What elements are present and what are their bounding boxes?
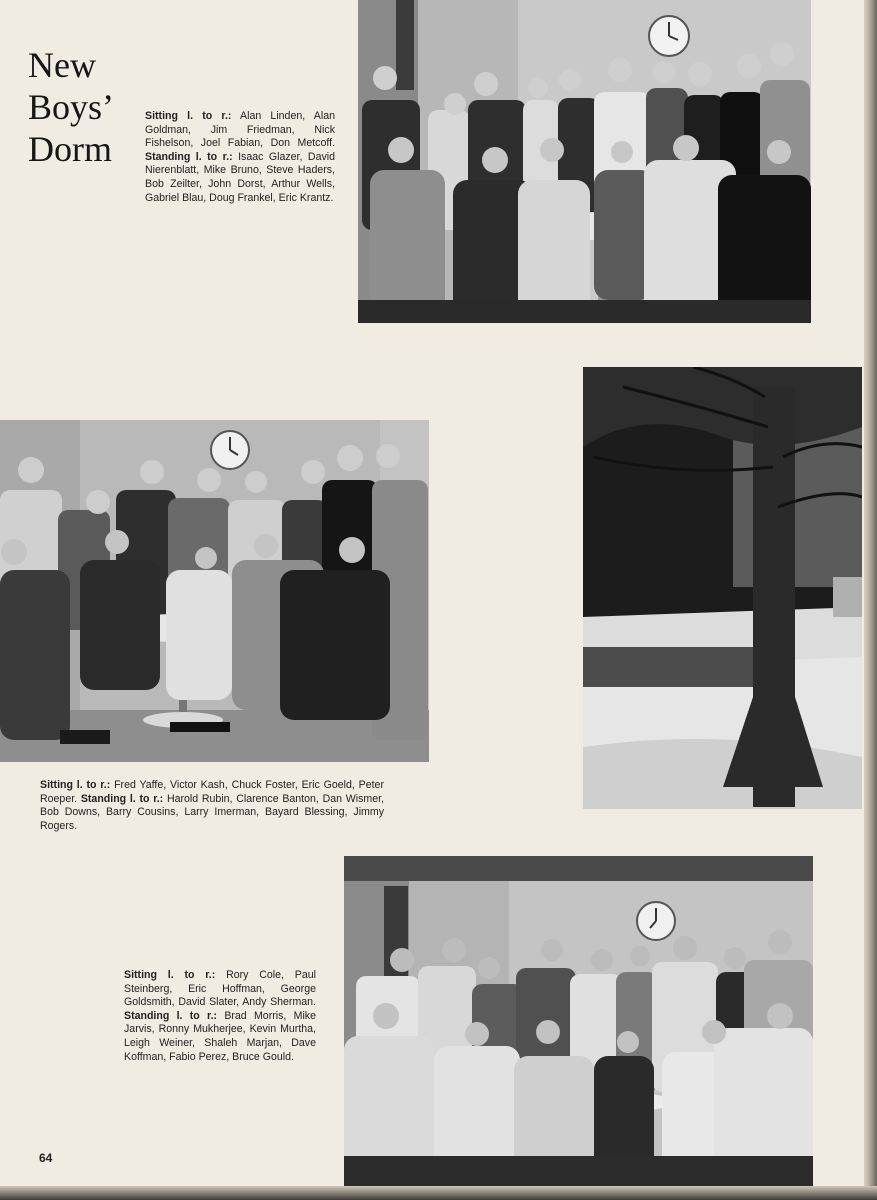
standing-names: Brad Morris, Mike Jarvis, Ronny Mukherjee, Kevin Murtha, Leigh Weiner, Shaleh Marjan, Dave Koffman, Fabio Perez, Bruce Gould. bbox=[124, 1009, 316, 1063]
page-bottom-edge bbox=[0, 1186, 877, 1200]
group-photo-3 bbox=[344, 856, 813, 1186]
sitting-label: Sitting l. to r.: bbox=[40, 779, 111, 791]
sitting-names: Alan Linden, Alan Goldman, Jim Friedman, Nick Fishelson, Joel Fabian, Don Metcoff. bbox=[145, 110, 335, 150]
sitting-label: Sitting l. to r.: bbox=[124, 969, 216, 981]
caption-photo-2 bbox=[40, 779, 384, 833]
standing-label: Standing l. to r.: bbox=[80, 792, 164, 805]
page-title bbox=[28, 44, 148, 170]
standing-label: Standing l. to r.: bbox=[145, 150, 233, 163]
page-number: 64 bbox=[39, 1151, 53, 1165]
standing-names: Isaac Glazer, David Nierenblatt, Mike Bruno, Steve Haders, Bob Zeilter, John Dorst, Arthur Wells, Gabriel Blau, Doug Frankel, Eric Krantz. bbox=[145, 150, 335, 204]
page-binding-edge bbox=[864, 0, 877, 1200]
caption-photo-1 bbox=[145, 110, 335, 205]
title-line: New bbox=[28, 45, 96, 85]
standing-names: Harold Rubin, Clarence Banton, Dan Wismer, Bob Downs, Barry Cousins, Larry Imerman, Bayard Blessing, Jimmy Rogers. bbox=[40, 792, 384, 832]
snowy-tree-photo bbox=[583, 367, 862, 809]
group-photo-2 bbox=[0, 420, 429, 762]
sitting-label: Sitting l. to r.: bbox=[145, 110, 232, 122]
title-line: Dorm bbox=[28, 129, 112, 169]
caption-photo-4 bbox=[124, 969, 316, 1064]
sitting-names: Rory Cole, Paul Steinberg, Eric Hoffman, George Goldsmith, David Slater, Andy Sherman. bbox=[124, 969, 316, 1009]
group-photo-1 bbox=[358, 0, 811, 323]
standing-label: Standing l. to r.: bbox=[124, 1009, 218, 1022]
title-line: Boys’ bbox=[28, 87, 115, 127]
sitting-names: Fred Yaffe, Victor Kash, Chuck Foster, Eric Goeld, Peter Roeper. bbox=[40, 779, 384, 805]
